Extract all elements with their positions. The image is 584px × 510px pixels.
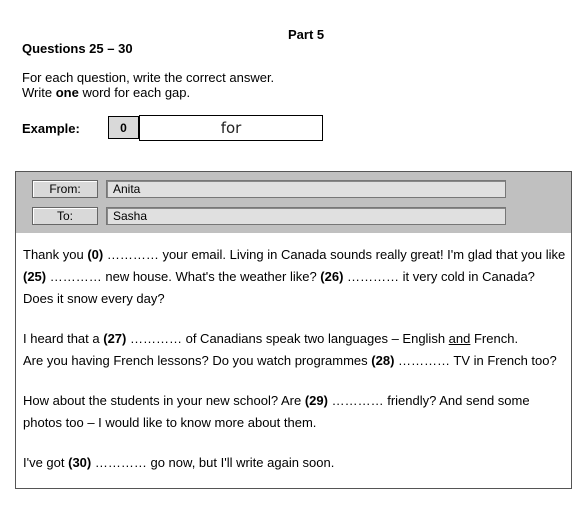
from-label: From: (32, 180, 98, 198)
gap-number-26: (26) (320, 269, 344, 284)
gap-27: ………… (129, 331, 182, 346)
gap-0: ………… (106, 247, 159, 262)
to-field: Sasha (106, 207, 506, 225)
instructions (22, 70, 274, 100)
gap-number-25: (25) (23, 269, 47, 284)
paragraph-4: I've got (30) ………… go now, but I'll write again soon. (23, 455, 335, 470)
example-number: 0 (108, 116, 139, 139)
gap-26: ………… (347, 269, 400, 284)
instructions-line-1: For each question, write the correct answer. (22, 70, 275, 85)
paragraph-2: I heard that a (27) ………… of Canadians speak two languages – English and French. Are you having French lessons? Do you watch programmes (28) ………… TV in French too? (23, 331, 557, 368)
instructions-line-2: Write one word for each gap. (22, 85, 191, 100)
gap-number-27: (27) (103, 331, 127, 346)
gap-30: ………… (94, 455, 147, 470)
email-body (23, 244, 568, 492)
to-label: To: (32, 207, 98, 225)
part-title: Part 5 (288, 27, 325, 42)
gap-number-29: (29) (304, 393, 328, 408)
underlined-and: and (448, 331, 471, 346)
email-box (15, 171, 572, 489)
paragraph-1: Thank you (0) ………… your email. Living in Canada sounds really great! I'm glad that you like (25) ………… new house. What's the weather like? (26) ………… it very cold in Canada? Does it snow every day? (23, 247, 566, 306)
gap-25: ………… (49, 269, 102, 284)
email-header (16, 172, 571, 233)
gap-29: ………… (331, 393, 384, 408)
questions-heading: Questions 25 – 30 (22, 41, 133, 56)
gap-number-28: (28) (371, 353, 395, 368)
paragraph-3: How about the students in your new school? Are (29) ………… friendly? And send some photos too – I would like to know more about them. (23, 393, 530, 430)
gap-28: ………… (398, 353, 451, 368)
example-answer: for (139, 115, 323, 141)
example-label: Example: (22, 121, 80, 136)
from-field: Anita (106, 180, 506, 198)
gap-number-0: (0) (87, 247, 104, 262)
gap-number-30: (30) (68, 455, 92, 470)
